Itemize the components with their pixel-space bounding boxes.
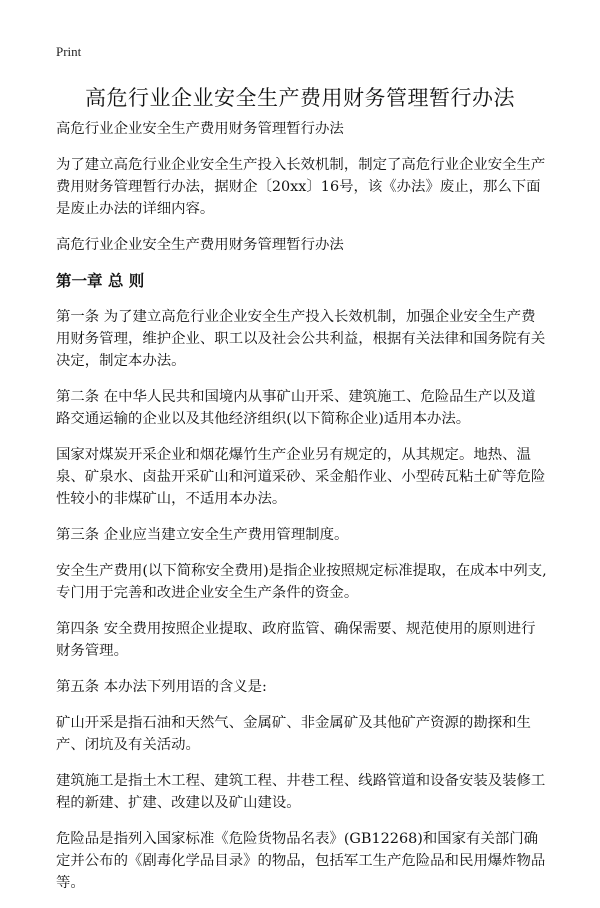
document-title: 高危行业企业安全生产费用财务管理暂行办法 <box>85 86 515 110</box>
intro-paragraph-2: 为了建立高危行业企业安全生产投入长效机制，制定了高危行业企业安全生产费用财务管理暂行办法，据财企〔20xx〕16号，该《办法》废止，那么下面是废止办法的详细内容。 <box>56 157 546 217</box>
article-paragraph: 第四条 安全费用按照企业提取、政府监管、确保需要、规范使用的原则进行财务管理。 <box>56 621 536 659</box>
article-paragraph: 第二条 在中华人民共和国境内从事矿山开采、建筑施工、危险品生产以及道路交通运输的企业以及其他经济组织(以下简称企业)适用本办法。 <box>56 389 536 427</box>
intro-paragraph-3: 高危行业企业安全生产费用财务管理暂行办法 <box>56 237 344 253</box>
article-paragraph: 第一条 为了建立高危行业企业安全生产投入长效机制，加强企业安全生产费用财务管理，维护企业、职工以及社会公共利益，根据有关法律和国务院有关决定，制定本办法。 <box>56 309 546 369</box>
document-body <box>56 118 548 908</box>
intro-paragraph-1: 高危行业企业安全生产费用财务管理暂行办法 <box>56 121 344 137</box>
article-paragraph: 安全生产费用(以下简称安全费用)是指企业按照规定标准提取，在成本中列支,专门用于完善和改进企业安全生产条件的资金。 <box>56 563 547 601</box>
article-paragraph: 危险品是指列入国家标准《危险货物品名表》(GB12268)和国家有关部门确定并公布的《剧毒化学品目录》的物品，包括军工生产危险品和民用爆炸物品等。 <box>56 831 546 891</box>
article-paragraph: 矿山开采是指石油和天然气、金属矿、非金属矿及其他矿产资源的勘探和生产、闭坑及有关活动。 <box>56 715 531 753</box>
chapter-heading: 第一章 总 则 <box>56 271 145 290</box>
article-paragraph: 建筑施工是指土木工程、建筑工程、井巷工程、线路管道和设备安装及装修工程的新建、扩建、改建以及矿山建设。 <box>56 773 546 811</box>
article-paragraph: 国家对煤炭开采企业和烟花爆竹生产企业另有规定的，从其规定。地热、温泉、矿泉水、卤盐开采矿山和河道采砂、采金船作业、小型砖瓦粘土矿等危险性较小的非煤矿山，不适用本办法。 <box>56 447 546 507</box>
article-paragraph: 第五条 本办法下列用语的含义是: <box>56 679 267 695</box>
print-link[interactable]: Print <box>56 44 82 59</box>
article-paragraph: 第三条 企业应当建立安全生产费用管理制度。 <box>56 527 349 543</box>
